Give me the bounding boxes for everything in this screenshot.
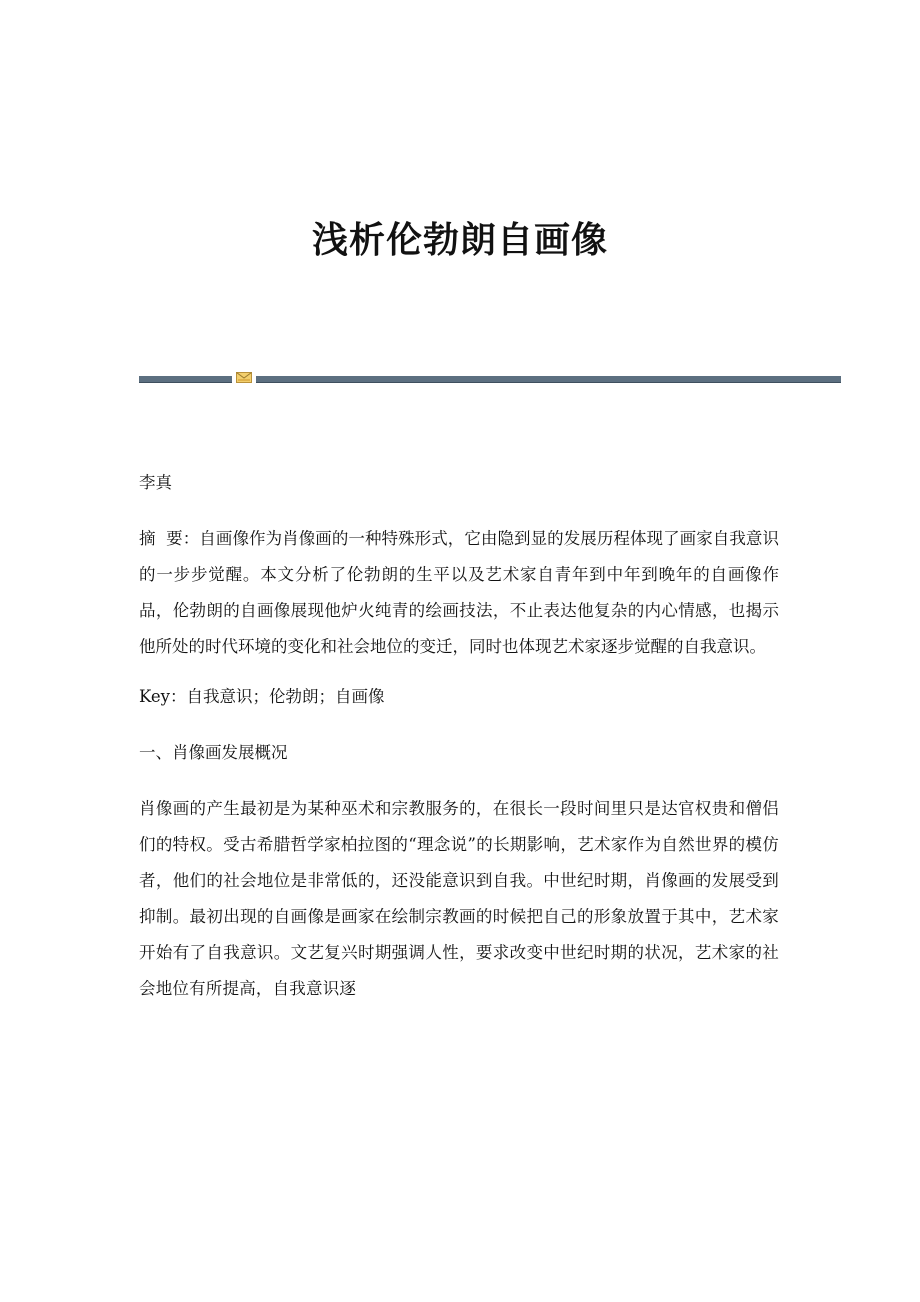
document-body [139,465,779,1007]
abstract-paragraph: 摘 要：自画像作为肖像画的一种特殊形式，它由隐到显的发展历程体现了画家自我意识的一步步觉醒。本文分析了伦勃朗的生平以及艺术家自青年到中年到晚年的自画像作品，伦勃朗的自画像展现他炉火纯青的绘画技法，不止表达他复杂的内心情感，也揭示他所处的时代环境的变化和社会地位的变迁，同时也体现艺术家逐步觉醒的自我意识。 [139,529,779,656]
title-divider [139,375,841,383]
section-heading: 一、肖像画发展概况 [139,743,288,762]
document-title: 浅析伦勃朗自画像 [311,220,608,261]
divider-bar-right [256,376,841,383]
body-paragraph: 肖像画的产生最初是为某种巫术和宗教服务的，在很长一段时间里只是达官权贵和僧侣们的特权。受古希腊哲学家柏拉图的“理念说”的长期影响，艺术家作为自然世界的模仿者，他们的社会地位是非常低的，还没能意识到自我。中世纪时期，肖像画的发展受到抑制。最初出现的自画像是画家在绘制宗教画的时候把自己的形象放置于其中，艺术家开始有了自我意识。文艺复兴时期强调人性，要求改变中世纪时期的状况，艺术家的社会地位有所提高，自我意识逐 [139,799,779,998]
envelope-icon [236,372,252,383]
keywords-line: Key：自我意识；伦勃朗；自画像 [139,687,385,706]
divider-bar-left [139,376,232,383]
author-name: 李真 [139,473,172,492]
